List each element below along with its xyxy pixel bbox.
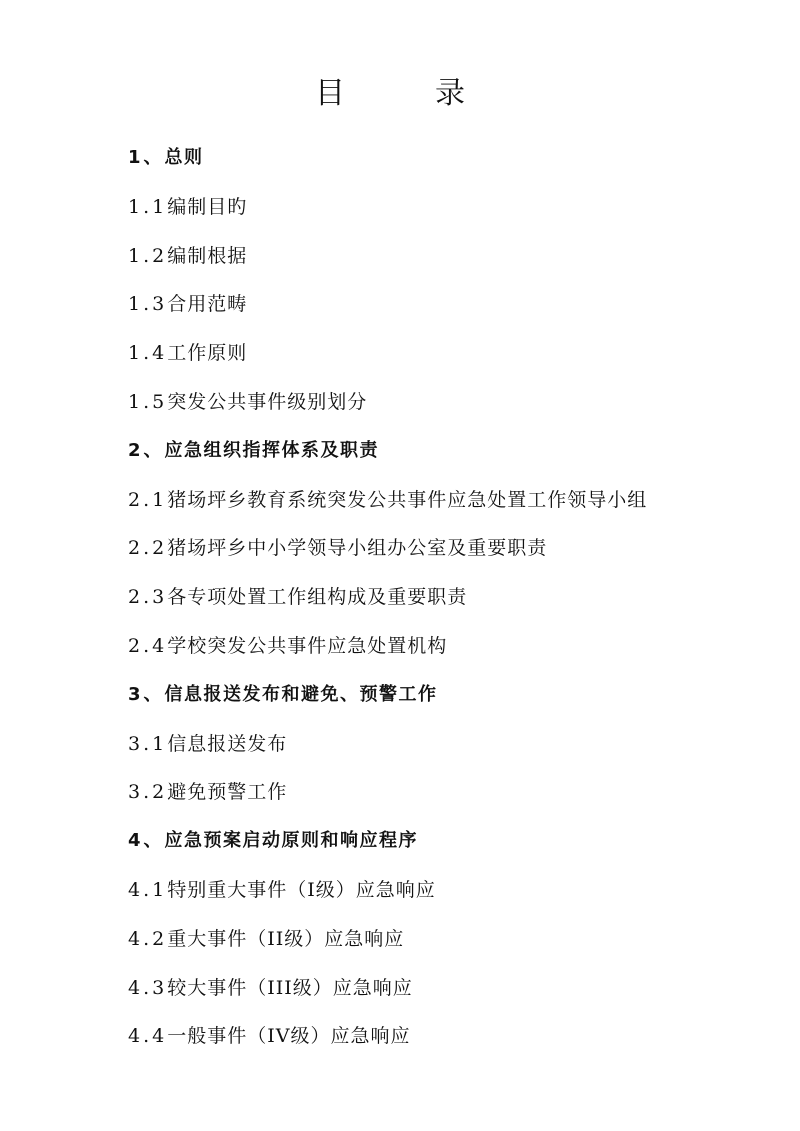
toc-entry — [128, 964, 748, 1013]
toc-entry — [128, 573, 748, 622]
toc-entry-number: 1.2 — [128, 244, 168, 267]
toc-entry — [128, 915, 748, 964]
toc-entry-number: 1.5 — [128, 390, 168, 413]
toc-entry-text: 一般事件（IV级）应急响应 — [167, 1025, 411, 1048]
toc-entry-text: 突发公共事件级别划分 — [167, 390, 368, 413]
toc-entry — [128, 622, 748, 671]
toc-entry-number: 4、 — [128, 830, 165, 852]
toc-entry-text: 各专项处置工作组构成及重要职责 — [167, 586, 468, 609]
toc-entry-number: 4.2 — [128, 927, 168, 950]
toc-entry-text: 合用范畴 — [167, 293, 248, 316]
toc-entry — [128, 866, 748, 915]
toc-entry-number: 1.4 — [128, 342, 168, 365]
toc-entry-text: 特别重大事件（Ⅰ级）应急响应 — [167, 878, 436, 901]
toc-entry-text: 编制目旳 — [167, 195, 248, 218]
toc-entry-text: 避免预警工作 — [167, 781, 288, 804]
toc-entry — [128, 817, 748, 866]
toc-entry-number: 2.2 — [128, 537, 168, 560]
toc-entry-number: 3、 — [128, 683, 165, 705]
toc-entry — [128, 329, 748, 378]
toc-entry-text: 工作原则 — [167, 342, 248, 365]
toc-entry — [128, 476, 748, 525]
toc-entry — [128, 671, 748, 720]
toc-entry-text: 重大事件（II级）应急响应 — [167, 927, 405, 950]
toc-entry-number: 4.4 — [128, 1025, 168, 1048]
toc-entry — [128, 280, 748, 329]
toc-entry-text: 信息报送发布和避免、预警工作 — [164, 683, 438, 705]
toc-entry — [128, 183, 748, 232]
toc-entry — [128, 427, 748, 476]
toc-entry-number: 1、 — [128, 147, 165, 168]
toc-entry — [128, 378, 748, 427]
table-of-contents — [128, 134, 748, 1061]
toc-entry-text: 应急组织指挥体系及职责 — [164, 439, 380, 461]
toc-entry — [128, 768, 748, 817]
toc-entry — [128, 720, 748, 769]
toc-entry-number: 2.3 — [128, 586, 168, 609]
toc-entry-text: 总则 — [164, 147, 204, 168]
toc-entry — [128, 1012, 748, 1061]
toc-entry-number: 4.3 — [128, 976, 168, 999]
toc-entry-number: 4.1 — [128, 878, 168, 901]
toc-entry-number: 2、 — [128, 439, 165, 461]
toc-entry-number: 1.3 — [128, 293, 168, 316]
toc-entry-text: 猪场坪乡教育系统突发公共事件应急处置工作领导小组 — [167, 488, 648, 511]
toc-entry-number: 3.1 — [128, 732, 168, 755]
toc-entry — [128, 524, 748, 573]
toc-entry-text: 信息报送发布 — [167, 732, 288, 755]
toc-entry-text: 应急预案启动原则和响应程序 — [164, 830, 419, 852]
toc-entry — [128, 134, 748, 183]
toc-entry-number: 2.1 — [128, 488, 168, 511]
toc-entry-text: 较大事件（III级）应急响应 — [167, 976, 413, 999]
toc-entry-text: 编制根据 — [167, 244, 248, 267]
toc-entry-text: 猪场坪乡中小学领导小组办公室及重要职责 — [167, 537, 548, 560]
toc-entry — [128, 232, 748, 281]
toc-entry-text: 学校突发公共事件应急处置机构 — [167, 634, 448, 657]
toc-entry-number: 2.4 — [128, 634, 168, 657]
toc-entry-number: 1.1 — [128, 195, 168, 218]
toc-entry-number: 3.2 — [128, 781, 168, 804]
page-title: 目 录 — [315, 76, 495, 111]
